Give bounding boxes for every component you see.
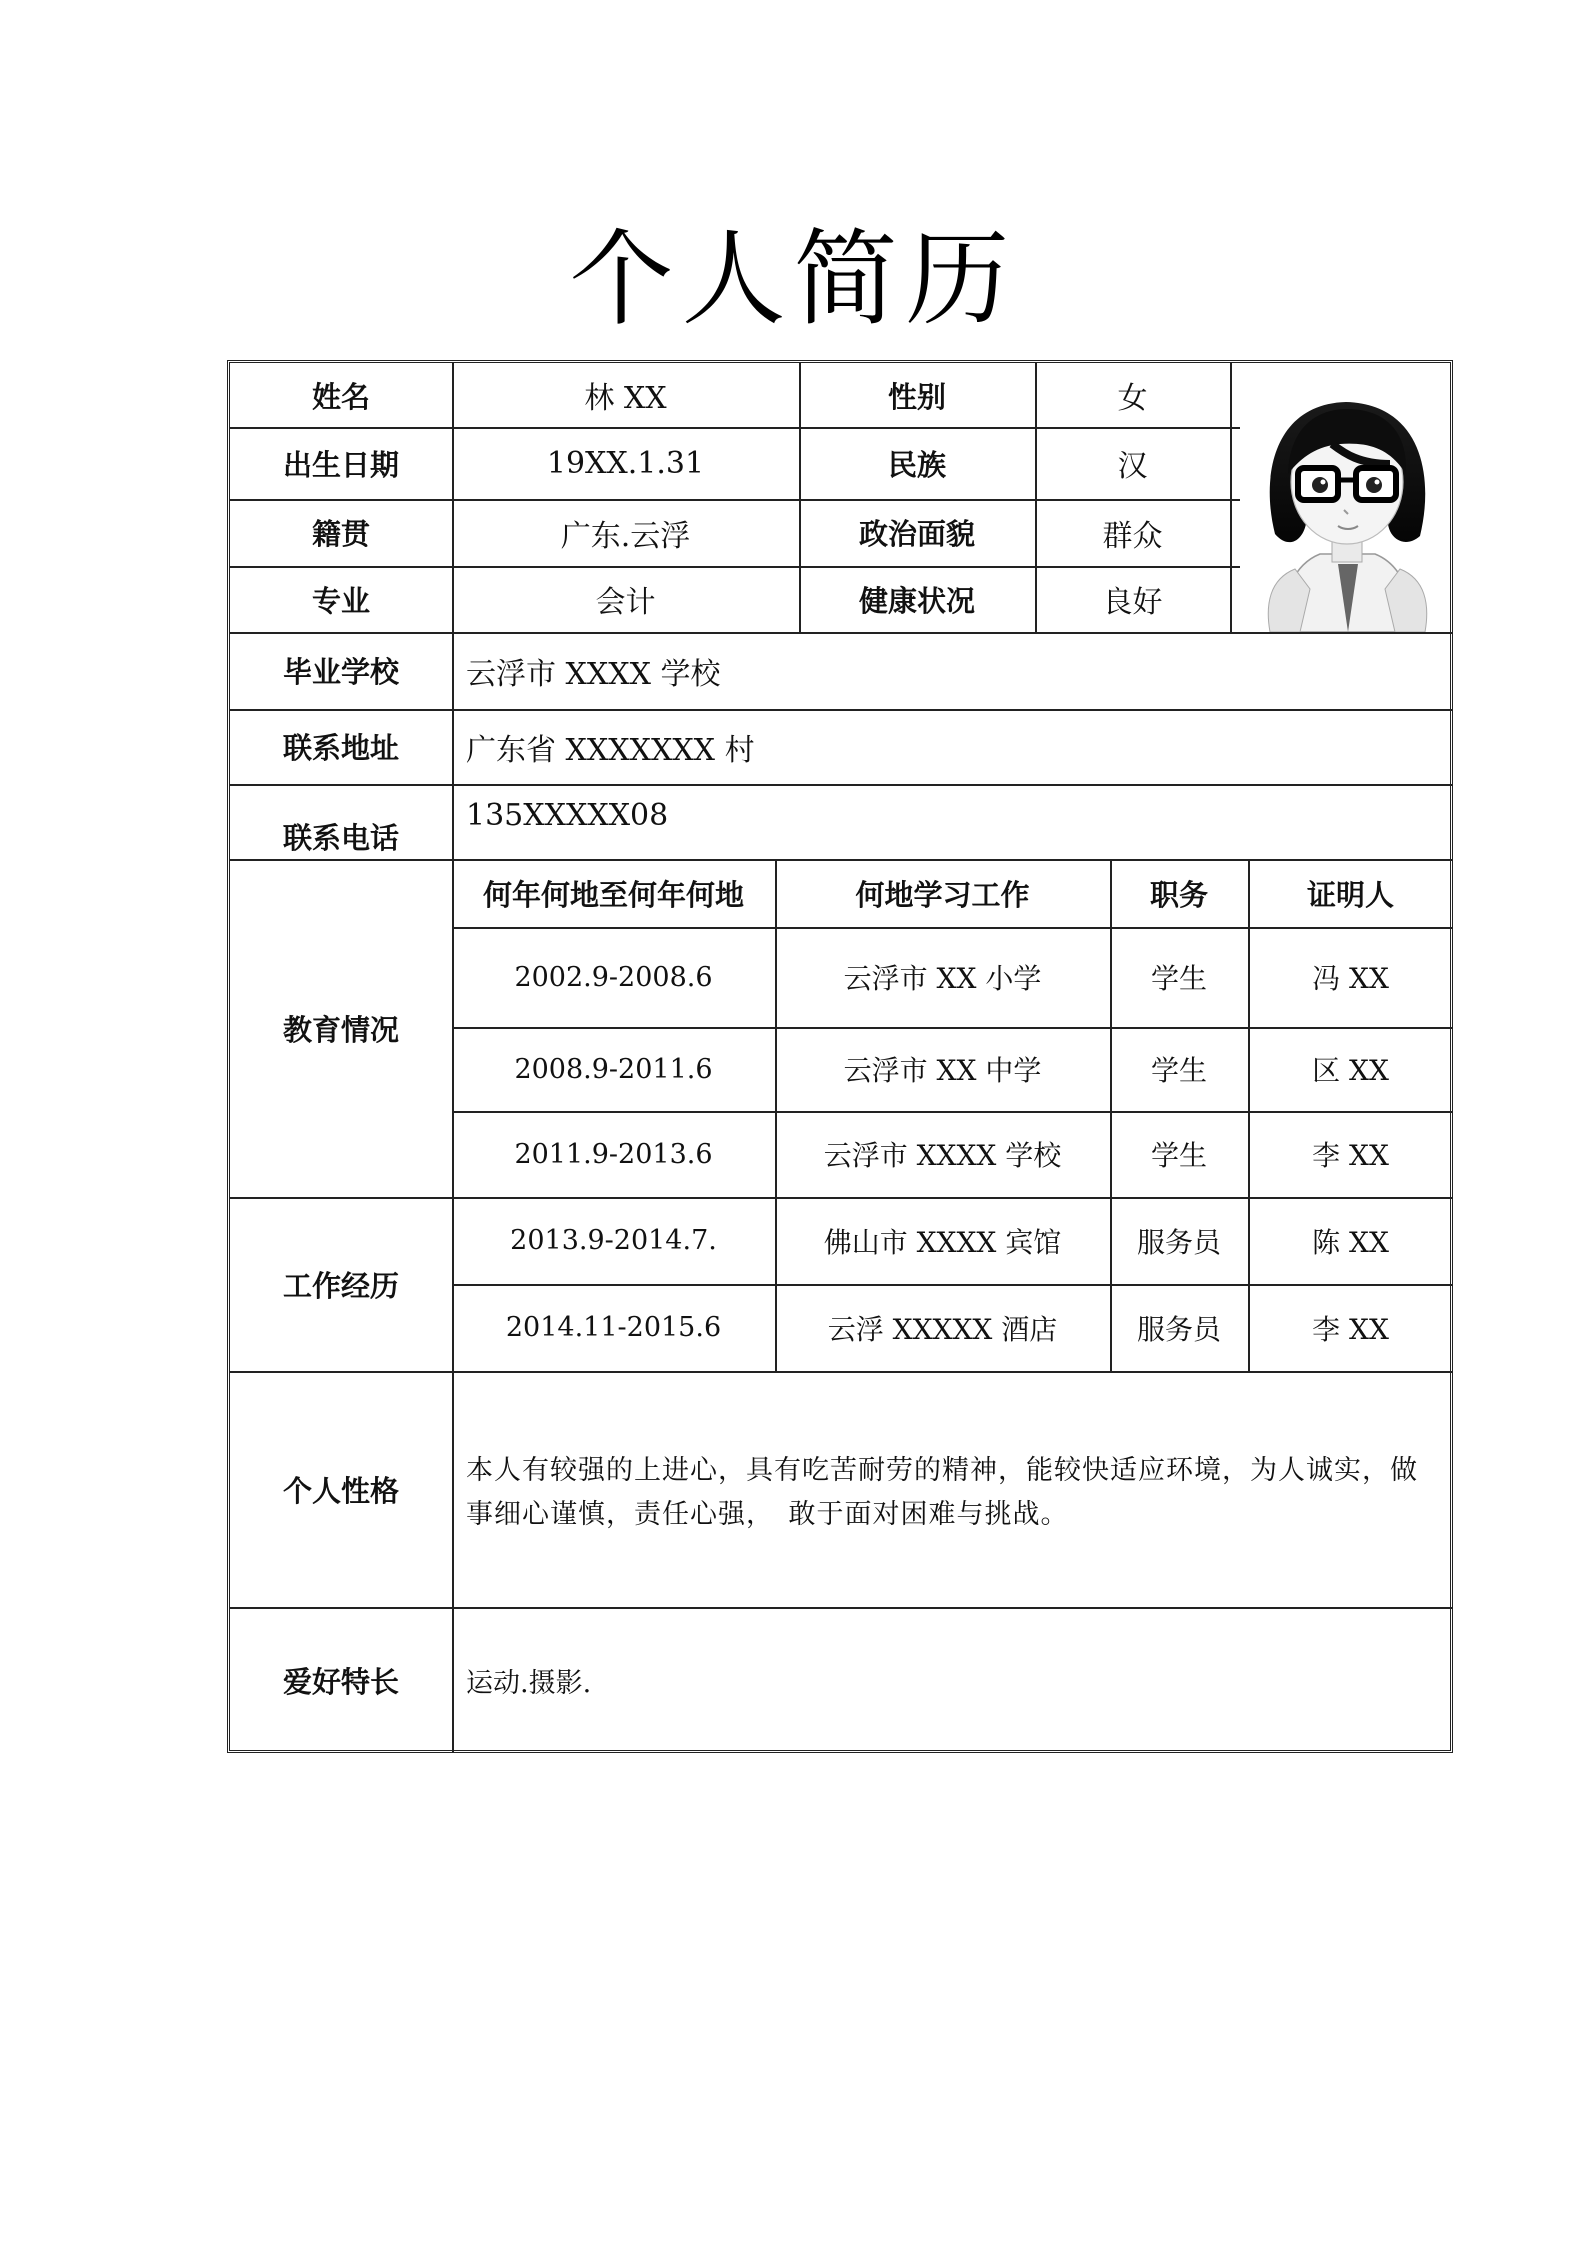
education-row-1-position: 学生 — [1150, 962, 1207, 995]
address-label: 联系地址 — [282, 731, 399, 765]
education-row-2-place: 云浮市 XX 中学 — [843, 1054, 1042, 1087]
education-row-3-reference: 李 XX — [1312, 1139, 1389, 1172]
ethnic-value: 汉 — [1117, 449, 1148, 484]
gender-value: 女 — [1117, 381, 1148, 416]
political-value: 群众 — [1102, 518, 1163, 554]
work-row-1-place: 佛山市 XXXX 宾馆 — [823, 1225, 1062, 1259]
birth-label: 出生日期 — [282, 447, 399, 482]
name-value: 林 XX — [584, 381, 667, 416]
hobby-text: 运动.摄影. — [466, 1667, 592, 1699]
work-row-2-reference: 李 XX — [1312, 1312, 1389, 1346]
personality-text: 本人有较强的上进心，具有吃苦耐劳的精神，能较快适应环境，为人诚实，做事细心谨慎，责任心强， 敢于面对困难与挑战。 — [466, 1455, 1418, 1530]
education-header-period: 何年何地至何年何地 — [482, 877, 744, 912]
political-label: 政治面貌 — [858, 517, 975, 551]
education-row-1-reference: 冯 XX — [1312, 962, 1389, 995]
education-row-3-period: 2011.9-2013.6 — [514, 1138, 713, 1170]
education-row-1-period: 2002.9-2008.6 — [514, 961, 713, 993]
address-value: 广东省 XXXXXXX 村 — [466, 732, 755, 768]
work-row-2-position: 服务员 — [1136, 1312, 1221, 1346]
education-header-reference: 证明人 — [1306, 877, 1394, 912]
education-row-3-position: 学生 — [1150, 1139, 1207, 1172]
work-label: 工作经历 — [282, 1268, 399, 1303]
health-value: 良好 — [1102, 585, 1163, 620]
work-row-1-reference: 陈 XX — [1312, 1225, 1389, 1259]
origin-label: 籍贯 — [311, 517, 370, 551]
work-row-1-period: 2013.9-2014.7. — [510, 1225, 717, 1256]
birth-value: 19XX.1.31 — [546, 445, 705, 481]
work-row-2-place: 云浮 XXXXX 酒店 — [827, 1312, 1058, 1346]
major-value: 会计 — [595, 585, 656, 620]
work-row-1-position: 服务员 — [1136, 1225, 1221, 1259]
education-header-position: 职务 — [1149, 877, 1208, 912]
school-value: 云浮市 XXXX 学校 — [466, 656, 721, 692]
avatar — [1240, 364, 1453, 632]
gender-label: 性别 — [887, 379, 946, 414]
phone-value: 135XXXXX08 — [466, 798, 669, 833]
phone-label: 联系电话 — [282, 821, 399, 855]
education-row-3-place: 云浮市 XXXX 学校 — [823, 1139, 1062, 1172]
name-label: 姓名 — [311, 379, 370, 414]
education-header-place: 何地学习工作 — [855, 877, 1030, 912]
education-row-1-place: 云浮市 XX 小学 — [843, 962, 1042, 995]
education-row-2-period: 2008.9-2011.6 — [514, 1053, 713, 1085]
origin-value: 广东.云浮 — [560, 518, 691, 554]
resume-table — [227, 360, 1453, 1753]
page-title: 个人简历 — [569, 218, 1018, 340]
education-row-2-position: 学生 — [1150, 1054, 1207, 1087]
hobby-label: 爱好特长 — [282, 1664, 399, 1699]
health-label: 健康状况 — [858, 583, 975, 618]
education-label: 教育情况 — [282, 1012, 399, 1047]
avatar-illustration-icon — [1240, 364, 1453, 632]
education-row-2-reference: 区 XX — [1312, 1054, 1389, 1087]
personality-label: 个人性格 — [282, 1473, 399, 1508]
work-row-2-period: 2014.11-2015.6 — [505, 1312, 722, 1343]
major-label: 专业 — [311, 583, 370, 618]
school-label: 毕业学校 — [282, 655, 399, 689]
ethnic-label: 民族 — [887, 447, 946, 482]
